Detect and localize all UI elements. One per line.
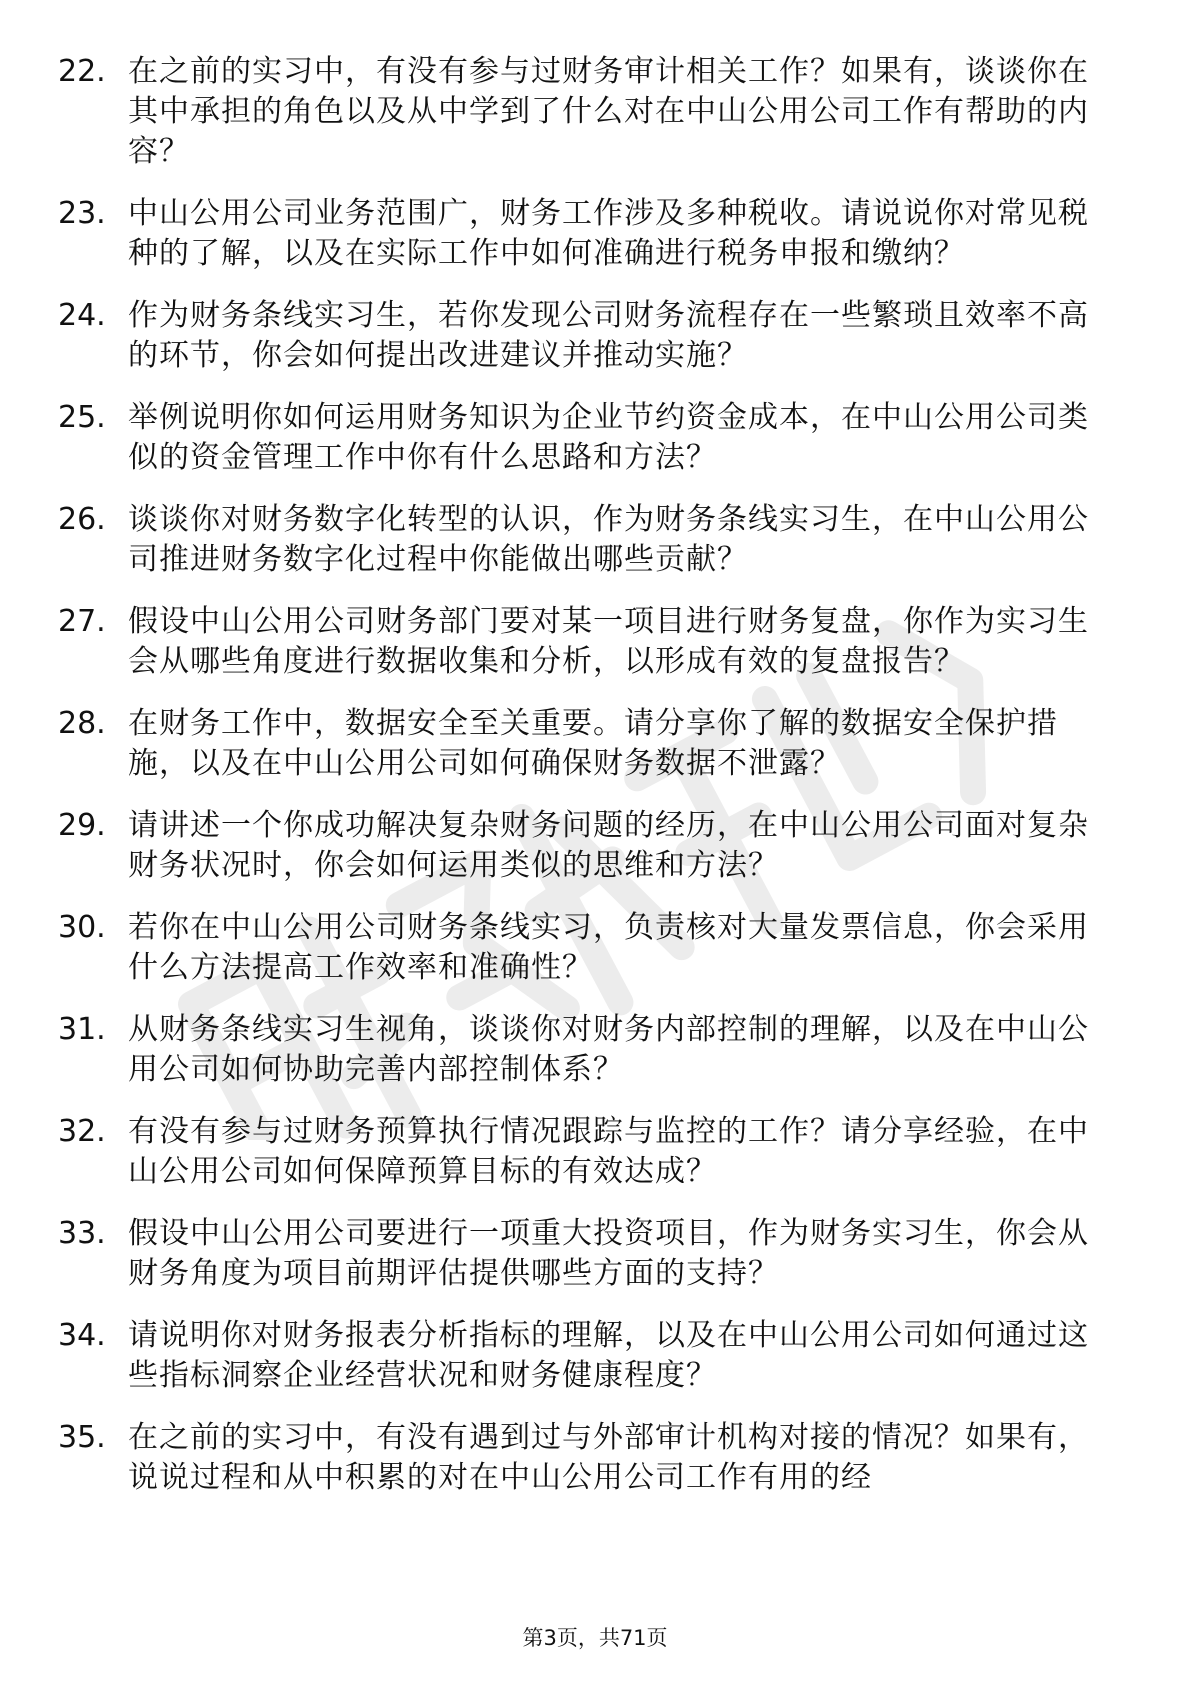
question-number: 26. xyxy=(58,502,106,537)
list-item xyxy=(58,1418,1118,1498)
question-number: 35. xyxy=(58,1420,106,1455)
list-item xyxy=(58,1112,1118,1192)
list-item xyxy=(58,52,1118,172)
question-text: 谈谈你对财务数字化转型的认识，作为财务条线实习生，在中山公用公司推进财务数字化过程中你能做出哪些贡献？ xyxy=(128,502,1089,577)
page-footer xyxy=(0,1622,1190,1652)
question-text: 若你在中山公用公司财务条线实习，负责核对大量发票信息，你会采用什么方法提高工作效率和准确性？ xyxy=(128,910,1089,985)
question-text: 中山公用公司业务范围广，财务工作涉及多种税收。请说说你对常见税种的了解，以及在实际工作中如何准确进行税务申报和缴纳？ xyxy=(128,196,1089,271)
question-number: 24. xyxy=(58,298,106,333)
list-item xyxy=(58,194,1118,274)
question-number: 25. xyxy=(58,400,106,435)
question-number: 29. xyxy=(58,808,106,843)
list-item xyxy=(58,398,1118,478)
question-number: 22. xyxy=(58,54,106,89)
list-item xyxy=(58,806,1118,886)
question-text: 作为财务条线实习生，若你发现公司财务流程存在一些繁琐且效率不高的环节，你会如何提出改进建议并推动实施？ xyxy=(128,298,1089,373)
question-number: 27. xyxy=(58,604,106,639)
question-number: 31. xyxy=(58,1012,106,1047)
question-number: 34. xyxy=(58,1318,106,1353)
question-number: 28. xyxy=(58,706,106,741)
question-text: 在之前的实习中，有没有参与过财务审计相关工作？如果有，谈谈你在其中承担的角色以及从中学到了什么对在中山公用公司工作有帮助的内容？ xyxy=(128,54,1089,169)
question-number: 32. xyxy=(58,1114,106,1149)
question-list xyxy=(58,52,1118,1520)
question-number: 23. xyxy=(58,196,106,231)
list-item xyxy=(58,704,1118,784)
list-item xyxy=(58,1214,1118,1294)
list-item xyxy=(58,908,1118,988)
question-text: 请说明你对财务报表分析指标的理解，以及在中山公用公司如何通过这些指标洞察企业经营状况和财务健康程度？ xyxy=(128,1318,1089,1393)
list-item xyxy=(58,602,1118,682)
question-number: 33. xyxy=(58,1216,106,1251)
question-text: 请讲述一个你成功解决复杂财务问题的经历，在中山公用公司面对复杂财务状况时，你会如何运用类似的思维和方法？ xyxy=(128,808,1089,883)
list-item xyxy=(58,1316,1118,1396)
list-item xyxy=(58,296,1118,376)
question-number: 30. xyxy=(58,910,106,945)
question-text: 假设中山公用公司要进行一项重大投资项目，作为财务实习生，你会从财务角度为项目前期评估提供哪些方面的支持？ xyxy=(128,1216,1089,1291)
list-item xyxy=(58,1010,1118,1090)
list-item xyxy=(58,500,1118,580)
question-text: 在之前的实习中，有没有遇到过与外部审计机构对接的情况？如果有，说说过程和从中积累的对在中山公用公司工作有用的经 xyxy=(128,1420,1089,1495)
question-text: 在财务工作中，数据安全至关重要。请分享你了解的数据安全保护措施，以及在中山公用公司如何确保财务数据不泄露？ xyxy=(128,706,1058,781)
question-text: 假设中山公用公司财务部门要对某一项目进行财务复盘，你作为实习生会从哪些角度进行数据收集和分析，以形成有效的复盘报告？ xyxy=(128,604,1089,679)
question-text: 有没有参与过财务预算执行情况跟踪与监控的工作？请分享经验，在中山公用公司如何保障预算目标的有效达成？ xyxy=(128,1114,1089,1189)
page-number-label: 第3页，共71页 xyxy=(522,1626,668,1650)
question-text: 举例说明你如何运用财务知识为企业节约资金成本，在中山公用公司类似的资金管理工作中你有什么思路和方法？ xyxy=(128,400,1089,475)
question-text: 从财务条线实习生视角，谈谈你对财务内部控制的理解，以及在中山公用公司如何协助完善内部控制体系？ xyxy=(128,1012,1089,1087)
